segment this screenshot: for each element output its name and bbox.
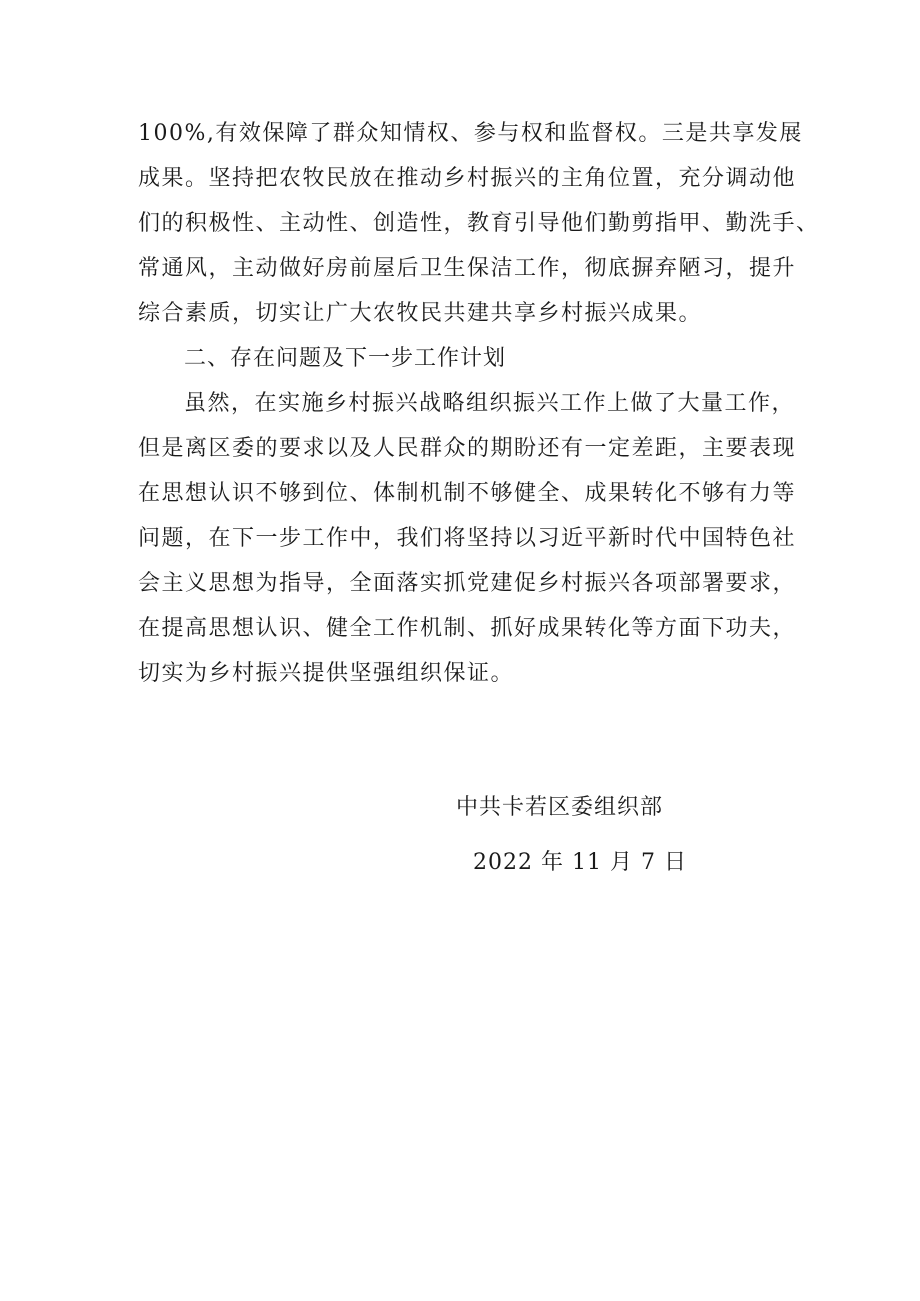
text-line: 100%,有效保障了群众知情权、参与权和监督权。三是共享发展 bbox=[138, 121, 803, 146]
text-line: 在思想认识不够到位、体制机制不够健全、成果转化不够有力等 bbox=[138, 481, 797, 506]
text-line: 虽然，在实施乡村振兴战略组织振兴工作上做了大量工作， bbox=[184, 391, 796, 416]
text-line: 问题，在下一步工作中，我们将坚持以习近平新时代中国特色社 bbox=[138, 526, 797, 551]
text-line: 综合素质，切实让广大农牧民共建共享乡村振兴成果。 bbox=[138, 301, 703, 326]
text-line: 切实为乡村振兴提供坚强组织保证。 bbox=[138, 661, 515, 686]
text-line: 在提高思想认识、健全工作机制、抓好成果转化等方面下功夫， bbox=[138, 616, 797, 641]
text-line: 常通风，主动做好房前屋后卫生保洁工作，彻底摒弃陋习，提升 bbox=[138, 256, 797, 281]
signature-organization: 中共卡若区委组织部 bbox=[456, 795, 664, 820]
text-line: 但是离区委的要求以及人民群众的期盼还有一定差距，主要表现 bbox=[138, 436, 797, 461]
section-heading: 二、存在问题及下一步工作计划 bbox=[184, 346, 507, 371]
text-line: 成果。坚持把农牧民放在推动乡村振兴的主角位置，充分调动他 bbox=[138, 166, 797, 191]
text-line: 们的积极性、主动性、创造性，教育引导他们勤剪指甲、勤洗手、 bbox=[138, 211, 820, 236]
text-line: 会主义思想为指导，全面落实抓党建促乡村振兴各项部署要求， bbox=[138, 571, 797, 596]
signature-date: 2022 年 11 月 7 日 bbox=[473, 850, 687, 875]
